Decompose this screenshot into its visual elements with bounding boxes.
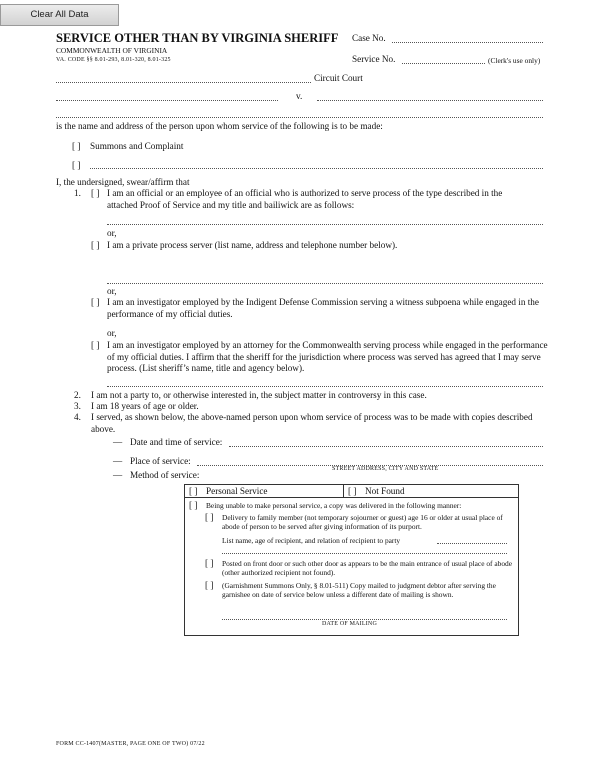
person-name-address-field[interactable]: [56, 117, 543, 118]
versus-label: v.: [296, 91, 303, 101]
case-no-label: Case No.: [352, 33, 386, 43]
form-number: FORM CC-1407(MASTER, PAGE ONE OF TWO) 07/22: [56, 741, 205, 747]
official-text: I am an official or an employee of an official who is authorized to serve process of the type described in the attached Proof of Service and my title and bailiwick are as follows:: [107, 188, 503, 210]
official-checkbox[interactable]: [ ]: [91, 188, 100, 198]
other-document-field[interactable]: [90, 168, 543, 169]
service-no-label: Service No.: [352, 54, 396, 64]
age-text: I am 18 years of age or older.: [91, 401, 199, 411]
not-found-label: Not Found: [365, 486, 405, 496]
official-title-field[interactable]: [107, 224, 543, 225]
not-found-checkbox[interactable]: [ ]: [348, 486, 357, 496]
place-dash: —: [113, 456, 123, 466]
garnishment-text: (Garnishment Summons Only, § 8.01-511) Copy mailed to judgment debtor after serving the garnishee on date of service below unless a different date of mailing is shown.: [222, 581, 496, 600]
person-line-text: is the name and address of the person upon whom service of the following is to be made:: [56, 121, 383, 131]
service-no-field[interactable]: [402, 63, 485, 64]
recipient-field[interactable]: [437, 543, 507, 544]
sheriff-info-field[interactable]: [107, 386, 543, 387]
substitute-service-text: Being unable to make personal service, a copy was delivered in the following manner:: [206, 501, 462, 510]
investigator-idc-text: I am an investigator employed by the Indigent Defense Commission serving a witness subpoena while engaged in the performance of my official duties.: [107, 297, 539, 319]
list-name-label: List name, age of recipient, and relation of recipient to party: [222, 536, 401, 545]
family-delivery-text: Delivery to family member (not temporary sojourner or guest) age 16 or older at usual place of abode of person to be served after giving information of its purport.: [222, 513, 503, 532]
street-address-caption: STREET ADDRESS, CITY AND STATE: [332, 466, 439, 472]
other-document-checkbox[interactable]: [ ]: [72, 160, 81, 170]
swear-text: I, the undersigned, swear/affirm that: [56, 177, 190, 187]
date-dash: —: [113, 437, 123, 447]
served-text: I served, as shown below, the above-named person upon whom service of process was to be made with copies described above.: [91, 412, 533, 434]
personal-service-checkbox[interactable]: [ ]: [189, 486, 198, 496]
or-2: or,: [107, 286, 117, 296]
private-server-checkbox[interactable]: [ ]: [91, 240, 100, 250]
investigator-idc-checkbox[interactable]: [ ]: [91, 297, 100, 307]
date-of-mailing-caption: DATE OF MAILING: [322, 621, 377, 627]
family-delivery-checkbox[interactable]: [ ]: [205, 512, 214, 522]
date-time-field[interactable]: [229, 446, 543, 447]
plaintiff-field[interactable]: [56, 100, 278, 101]
mailing-date-field[interactable]: [222, 619, 507, 620]
recipient-field-line-2[interactable]: [222, 553, 507, 554]
or-1: or,: [107, 228, 117, 238]
garnishment-checkbox[interactable]: [ ]: [205, 580, 214, 590]
or-3: or,: [107, 328, 117, 338]
form-title: SERVICE OTHER THAN BY VIRGINIA SHERIFF: [56, 31, 339, 45]
private-server-text: I am a private process server (list name, address and telephone number below).: [107, 240, 398, 250]
summons-label: Summons and Complaint: [90, 141, 184, 151]
circuit-court-label: Circuit Court: [314, 73, 363, 83]
circuit-court-field[interactable]: [56, 82, 311, 83]
clear-all-data-button[interactable]: Clear All Data: [0, 4, 119, 26]
item-4-number: 4.: [74, 412, 81, 422]
private-server-field[interactable]: [107, 283, 543, 284]
method-label: Method of service:: [130, 470, 200, 480]
place-label: Place of service:: [130, 456, 191, 466]
item-1-number: 1.: [74, 188, 81, 198]
method-dash: —: [113, 470, 123, 480]
clerks-use-label: (Clerk's use only): [488, 56, 541, 65]
posted-text: Posted on front door or such other door as appears to be the main entrance of usual place of abode (other authorized recipient not found).: [222, 559, 512, 578]
defendant-field[interactable]: [317, 100, 543, 101]
not-party-text: I am not a party to, or otherwise interested in, the subject matter in controversy in this case.: [91, 390, 427, 400]
date-time-label: Date and time of service:: [130, 437, 223, 447]
case-no-field[interactable]: [392, 42, 543, 43]
item-3-number: 3.: [74, 401, 81, 411]
investigator-attorney-checkbox[interactable]: [ ]: [91, 340, 100, 350]
va-code-label: VA. CODE §§ 8.01-293, 8.01-320, 8.01-325: [56, 57, 171, 63]
investigator-attorney-text: I am an investigator employed by an attorney for the Commonwealth serving process while engaged in the performance of my official duties. I affirm that the sheriff for the jurisdiction where process was served has agreed that I may serve process. (List sheriff’s name, title and agency below).: [107, 340, 548, 373]
personal-service-label: Personal Service: [206, 486, 268, 496]
method-box-column-divider: [343, 484, 344, 497]
commonwealth-label: COMMONWEALTH OF VIRGINIA: [56, 46, 168, 55]
posted-checkbox[interactable]: [ ]: [205, 558, 214, 568]
summons-checkbox[interactable]: [ ]: [72, 141, 81, 151]
item-2-number: 2.: [74, 390, 81, 400]
substitute-service-checkbox[interactable]: [ ]: [189, 500, 198, 510]
